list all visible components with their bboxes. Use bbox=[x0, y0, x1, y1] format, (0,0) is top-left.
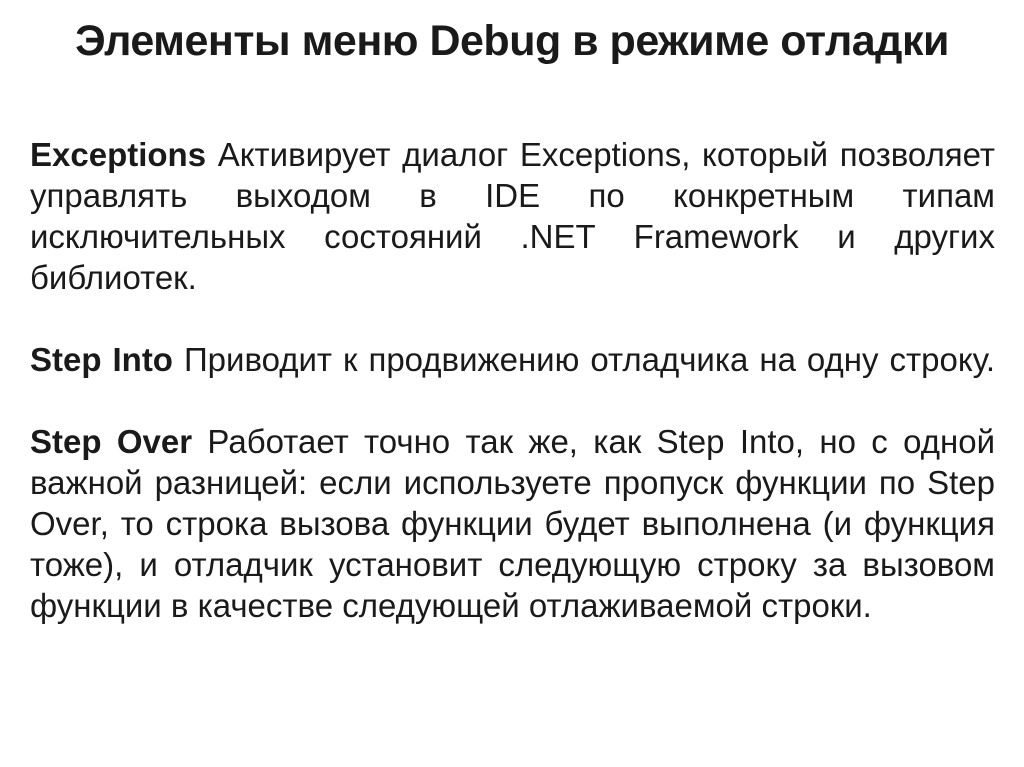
description-exceptions: Активирует диалог Exceptions, который позволяет управлять выходом в IDE по конкретным типам исключительных состояний .NET Framework и других библиотек. bbox=[30, 136, 995, 296]
term-step-into: Step Into bbox=[30, 341, 173, 378]
term-exceptions: Exceptions bbox=[30, 136, 207, 173]
term-step-over: Step Over bbox=[30, 423, 193, 460]
slide-body bbox=[30, 134, 995, 626]
description-step-over: Работает точно так же, как Step Into, но с одной важной разницей: если используете пропуск функции по Step Over, то строка вызова функции будет выполнена (и функция тоже), и отладчик установит следующую строку за вызовом функции в качестве следующей отлаживаемой строки. bbox=[30, 423, 996, 624]
slide-title: Элементы меню Debug в режиме отладки bbox=[75, 17, 949, 65]
paragraph-step-over bbox=[30, 421, 995, 626]
description-step-into: Приводит к продвижению отладчика на одну строку. bbox=[183, 341, 995, 378]
paragraph-step-into bbox=[30, 339, 995, 380]
paragraph-exceptions bbox=[30, 134, 995, 298]
